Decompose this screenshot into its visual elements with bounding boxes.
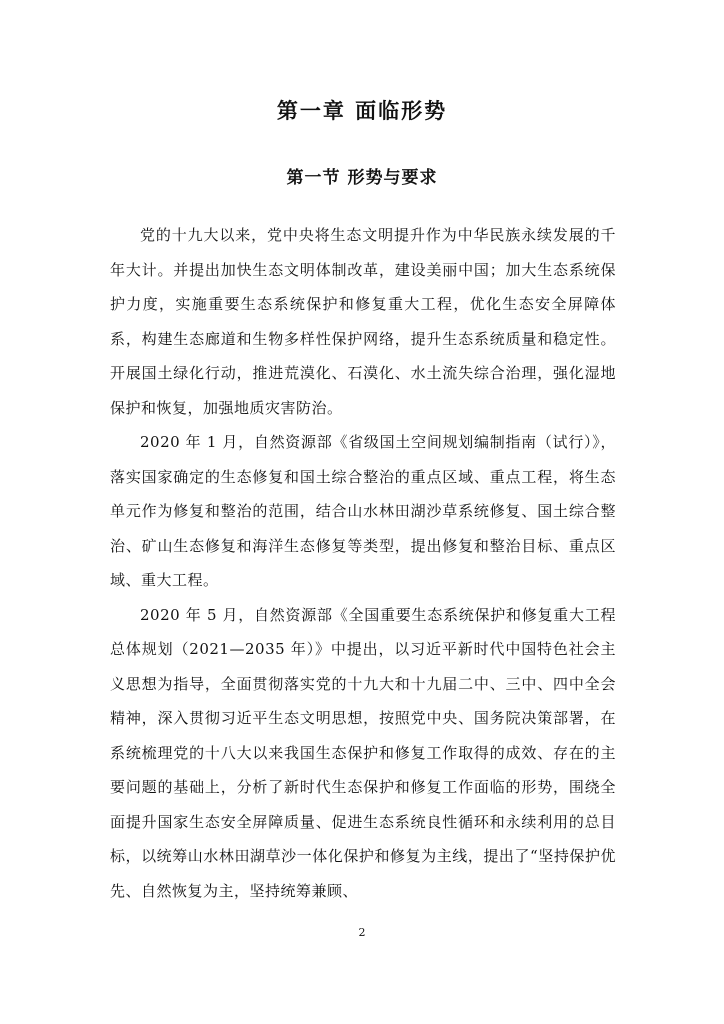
chapter-title: 第一章 面临形势 [276,99,448,123]
paragraph: 2020 年 1 月，自然资源部《省级国土空间规划编制指南（试行）》，落实国家确定的生态修复和国土综合整治的重点区域、重点工程，将生态单元作为修复和整治的范围，结合山水林田湖沙草系统修复、国土综合整治、矿山生态修复和海洋生态修复等类型，提出修复和整治目标、重点区域、重大工程。 [110,433,616,589]
paragraph: 党的十九大以来，党中央将生态文明提升作为中华民族永续发展的千年大计。并提出加快生态文明体制改革，建设美丽中国；加大生态系统保护力度，实施重要生态系统保护和修复重大工程，优化生态安全屏障体系，构建生态廊道和生物多样性保护网络，提升生态系统质量和稳定性。开展国土绿化行动，推进荒漠化、石漠化、水土流失综合治理，强化湿地保护和恢复，加强地质灾害防治。 [110,226,616,417]
body-text [110,218,616,908]
page-number: 2 [358,926,366,939]
section-title: 第一节 形势与要求 [286,168,438,188]
paragraph: 2020 年 5 月，自然资源部《全国重要生态系统保护和修复重大工程总体规划（2021—2035 年）》中提出，以习近平新时代中国特色社会主义思想为指导，全面贯彻落实党的十九大和十九届二中、三中、四中全会精神，深入贯彻习近平生态文明思想，按照党中央、国务院决策部署，在系统梳理党的十八大以来我国生态保护和修复工作取得的成效、存在的主要问题的基础上，分析了新时代生态保护和修复工作面临的形势，围绕全面提升国家生态安全屏障质量、促进生态系统良性循环和永续利用的总目标，以统筹山水林田湖草沙一体化保护和修复为主线，提出了“坚持保护优先、自然恢复为主，坚持统筹兼顾、 [110,605,616,900]
